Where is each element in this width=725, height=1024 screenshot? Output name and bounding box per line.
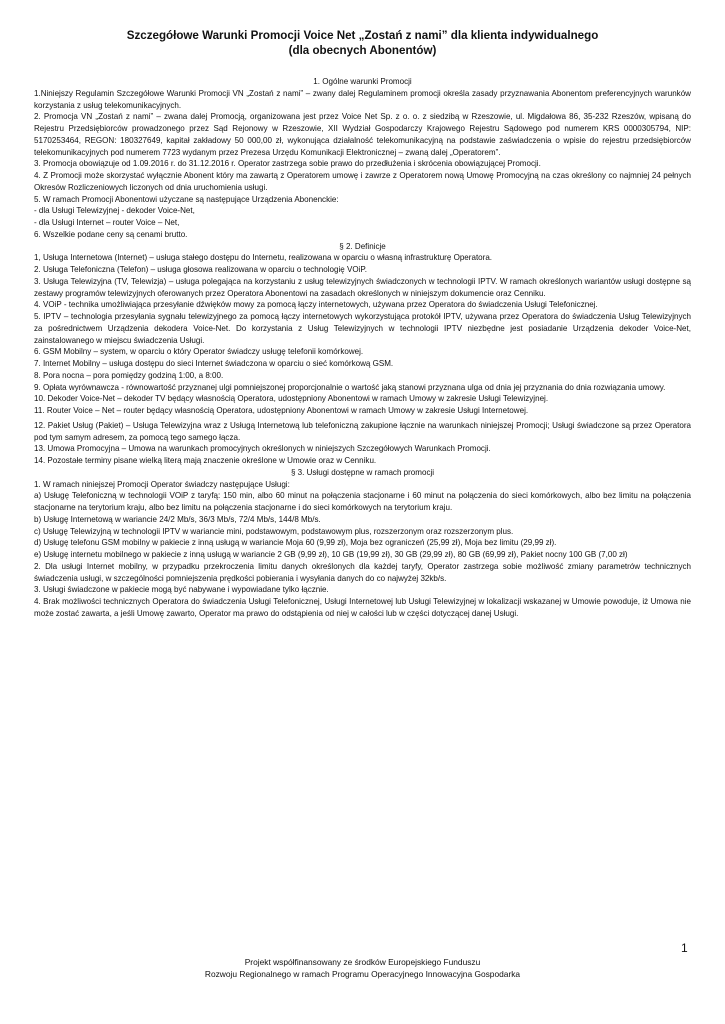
document-title: [34, 28, 691, 58]
footer-line-1: Projekt współfinansowany ze środków Europejskiego Funduszu: [244, 957, 481, 967]
section-1-paragraph: 1.Niniejszy Regulamin Szczegółowe Warunki Promocji VN „Zostań z nami” – zwany dalej Regulaminem promocji określa zasady przyznawania Abonentom preferencyjnych warunków korzystania z usług telekomunikacyjnych.: [34, 88, 691, 110]
definition-item: 5. IPTV – technologia przesyłania sygnału telewizyjnego za pomocą łączy internetowych wykorzystująca protokół IPTV, używana przez Operatora do świadczenia Usług Telewizyjnych za pośrednictwem Urządzenia dekodera Voice-Net. Do korzystania z Usług Telewizyjnych w technologii IPTV niezbędne jest posiadanie Urządzenia dekoder Voice-Net, zainstalowanego w miejscu świadczenia Usługi.: [34, 312, 691, 345]
document-page: [34, 28, 691, 620]
definition-item: 2. Usługa Telefoniczna (Telefon) – usługa głosowa realizowana w oparciu o technologię VOiP.: [34, 265, 367, 274]
section-1-paragraph: 2. Promocja VN „Zostań z nami” – zwana dalej Promocją, organizowana jest przez Voice Net Sp. z o. o. z siedzibą w Rzeszowie, ul. Migdałowa 86, 35-232 Rzeszów, wpisaną do Rejestru Przedsiębiorców prowadzonego przez Sąd Rejonowy w Rzeszowie, XII Wydział Gospodarczy Krajowego Rejestru Sądowego pod numerem KRS 0000305794, NIP: 5170253464, REGON: 180327649, kapitał zakładowy 50 000,00 zł, wykonująca działalność telekomunikacyjną na podstawie zaświadczenia o wpisie do rejestru przedsiębiorców telekomunikacyjnych pod numerem 7723 wydanym przez Prezesa Urzędu Komunikacji Elektronicznej – zwaną dalej „Operatorem”.: [34, 112, 691, 157]
definition-item: 7. Internet Mobilny – usługa dostępu do sieci Internet świadczona w oparciu o sieć komórkową GSM.: [34, 359, 394, 368]
definition-item: 14. Pozostałe terminy pisane wielką literą mają znaczenie określone w Umowie oraz w Cenniku.: [34, 456, 377, 465]
definition-item: 8. Pora nocna – pora pomiędzy godziną 1:00, a 8:00.: [34, 370, 224, 380]
section-2-heading: § 2. Definicje: [339, 241, 386, 251]
definition-item: 3. Usługa Telewizyjna (TV, Telewizja) – usługa polegająca na korzystaniu z usług telewizyjnych świadczonych w technologii IPTV. W ramach określonych wariantów usługi dostępne są zestawy programów telewizyjnych oferowanych przez Operatora Abonentowi na zasadach określonych w niniejszym dokumencie oraz Cenniku.: [34, 276, 691, 298]
definition-item: 11. Router Voice – Net – router będący własnością Operatora, udostępniony Abonentowi w ramach Umowy w zakresie Usługi Internetowej.: [34, 406, 529, 415]
section-3-paragraph: 3. Usługi świadczone w pakiecie mogą być nabywane i wypowiadane tylko łącznie.: [34, 585, 329, 595]
definition-item: 6. GSM Mobilny – system, w oparciu o który Operator świadczy usługę telefonii komórkowej.: [34, 347, 364, 357]
section-3-paragraph: 2. Dla usługi Internet mobilny, w przypadku przekroczenia limitu danych określonych dla każdej taryfy, Operator zastrzega sobie możliwość zmiany parametrów technicznych świadczenia usługi, w szczególności pomniejszenia prędkości pobierania i wysyłania danych do co najwyżej 32kb/s.: [34, 561, 691, 583]
section-3-paragraph: d) Usługę telefonu GSM mobilny w pakiecie z inną usługą w wariancie Moja 60 (9,99 zł), Moja bez ograniczeń (25,99 zł), Moja bez limitu (29,99 zł).: [34, 538, 557, 548]
definition-item: 9. Opłata wyrównawcza - równowartość przyznanej ulgi pomniejszonej proporcjonalnie o wartość jaką stanowi przyznana ulga od dnia jej przyznania do dnia rozwiązania umowy.: [34, 382, 666, 392]
section-1-paragraph: 3. Promocja obowiązuje od 1.09.2016 r. do 31.12.2016 r. Operator zastrzega sobie prawo do przedłużenia i skrócenia obowiązującej Promocji.: [34, 159, 541, 169]
section-3-paragraph: e) Usługę internetu mobilnego w pakiecie z inną usługą w wariancie 2 GB (9,99 zł), 10 GB (19,99 zł), 30 GB (29,99 zł), 80 GB (69,99 zł), Pakiet nocny 100 GB (7,00 zł): [34, 550, 628, 559]
title-line-2: (dla obecnych Abonentów): [288, 44, 437, 57]
definition-item: 1, Usługa Internetowa (Internet) – usługa stałego dostępu do Internetu, realizowana w oparciu o własną infrastrukturę Operatora.: [34, 253, 493, 263]
definition-item: 12. Pakiet Usług (Pakiet) – Usługa Telewizyjna wraz z Usługą Internetową lub telefoniczną zakupione łącznie na warunkach niniejszej Promocji; Usługi świadczone są przez Operatora pod tym samym adresem, za pomocą tego samego łącza.: [34, 420, 691, 442]
document-body: [34, 76, 691, 620]
section-1-list-item: - dla Usługi Telewizyjnej - dekoder Voice-Net,: [34, 206, 195, 216]
section-1-paragraph: 4. Z Promocji może skorzystać wyłącznie Abonent który ma zawartą z Operatorem umowę i zawrze z Operatorem nową Umowę Promocyjną na czas określony co najmniej 24 pełnych Okresów Rozliczeniowych liczonych od dnia uruchomienia usługi.: [34, 171, 691, 192]
section-3-paragraph: a) Usługę Telefoniczną w technologii VOiP z taryfą: 150 min, albo 60 minut na połączenia stacjonarne i 60 minut na połączenia do sieci komórkowych, albo bez limitu na połączenia stacjonarne na terytorium kraju, albo bez limitu na połączenia stacjonarne i do sieci komórkowych na terytorium kraju.: [34, 491, 691, 512]
section-1-paragraph: 6. Wszelkie podane ceny są cenami brutto.: [34, 229, 188, 239]
section-1-heading: 1. Ogólne warunki Promocji: [313, 77, 412, 86]
section-3-paragraph: c) Usługę Telewizyjną w technologii IPTV w wariancie mini, podstawowym, podstawowym plus, rozszerzonym oraz rozszerzonym plus.: [34, 526, 514, 536]
page-footer: [0, 956, 725, 981]
page-number: 1: [681, 941, 688, 955]
section-1-list-item: - dla Usługi Internet – router Voice – Net,: [34, 218, 180, 227]
section-1-paragraph: 5. W ramach Promocji Abonentowi użyczane są następujące Urządzenia Abonenckie:: [34, 194, 339, 204]
section-3-paragraph: b) Usługę Internetową w wariancie 24/2 Mb/s, 36/3 Mb/s, 72/4 Mb/s, 144/8 Mb/s.: [34, 514, 321, 524]
section-3-paragraph: 4. Brak możliwości technicznych Operatora do świadczenia Usługi Telefonicznej, Usługi Internetowej lub Usługi Telewizyjnej w lokalizacji wskazanej w Umowie powoduje, iż Umowa nie może zostać zawarta, a jeśli Umowę zawarto, Operator ma prawo do odstąpienia od niej w całości lub w części dotyczącej danej Usługi.: [34, 597, 691, 618]
definition-item: 4. VOiP - technika umożliwiająca przesyłanie dźwięków mowy za pomocą łączy internetowych, używana przez Operatora do świadczenia Usługi Telefonicznej.: [34, 300, 598, 310]
footer-line-2: Rozwoju Regionalnego w ramach Programu Operacyjnego Innowacyjna Gospodarka: [204, 969, 521, 980]
section-3-heading: § 3. Usługi dostępne w ramach promocji: [290, 467, 435, 477]
title-line-1: Szczegółowe Warunki Promocji Voice Net „Zostań z nami” dla klienta indywidualnego: [126, 29, 599, 42]
definition-item: 10. Dekoder Voice-Net – dekoder TV będący własnością Operatora, udostępniony Abonentowi w ramach Umowy w zakresie Usługi Telewizyjnej.: [34, 394, 549, 404]
definition-item: 13. Umowa Promocyjna – Umowa na warunkach promocyjnych określonych w niniejszych Szczegółowych Warunkach Promocji.: [34, 444, 491, 454]
section-3-paragraph: 1. W ramach niniejszej Promocji Operator świadczy następujące Usługi:: [34, 479, 290, 489]
